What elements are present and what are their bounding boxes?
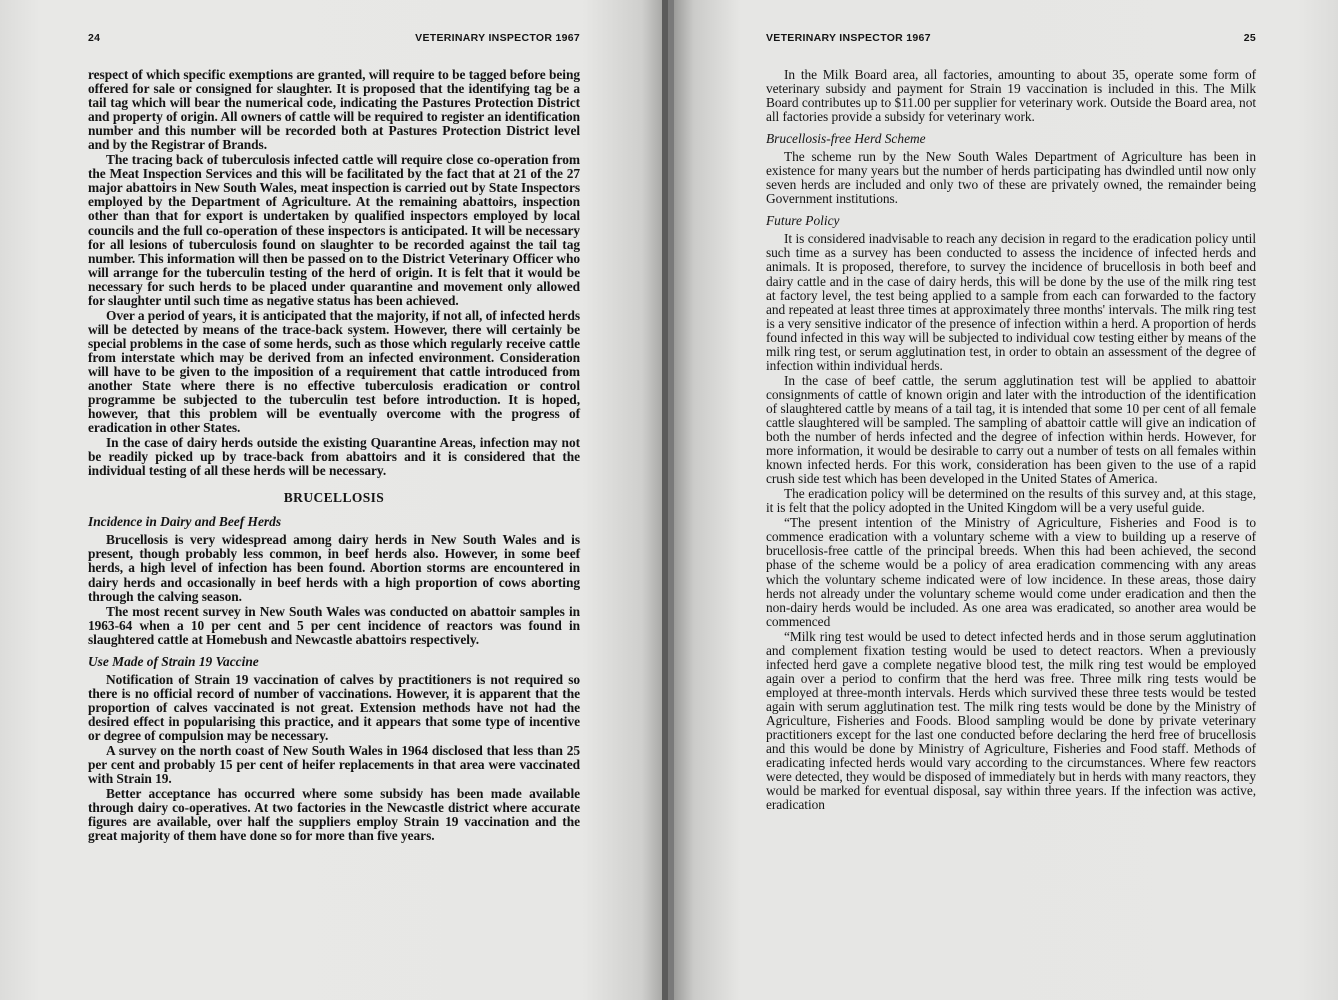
right-running-head: [766, 32, 1256, 46]
left-running-title: VETERINARY INSPECTOR 1967: [415, 32, 581, 44]
paragraph: Better acceptance has occurred where some subsidy has been made available through dairy co-operatives. At two factories in the Newcastle district where accurate figures are available, over half the suppliers employ Strain 19 vaccination and the great majority of them have done so for more than five years.: [88, 786, 581, 844]
paragraph: Over a period of years, it is anticipated that the majority, if not all, of infected herds will be detected by means of the trace-back system. However, there will certainly be special problems in the case of some herds, such as those which regularly receive cattle from interstate which may be derived from an infected environment. Consideration will have to be given to the imposition of a requirement that cattle introduced from another State where there is no effective tuberculosis eradication or control programme be subjected to the tuberculin test before introduction. It is hoped, however, that this problem will be eventually overcome with the progress of eradication in other States.: [88, 307, 581, 436]
subsection-heading: Future Policy: [765, 213, 840, 229]
right-page-number: 25: [1243, 32, 1257, 44]
right-running-title: VETERINARY INSPECTOR 1967: [765, 32, 931, 44]
paragraph: The tracing back of tuberculosis infected cattle will require close co-operation from the Meat Inspection Services and this will be facilitated by the fact that at 21 of the 27 major abattoirs in New South Wales, meat inspection is carried out by State Inspectors employed by the Department of Agriculture. At the remaining abattoirs, inspection other than that for export is undertaken by qualified inspectors employed by local councils and the full co-operation of these inspectors is anticipated. It will be necessary for all lesions of tuberculosis found on slaughter to be recorded against the tail tag number. This information will then be passed on to the District Veterinary Officer who will arrange for the tuberculin testing of the herd of origin. It is felt that it would be necessary for such herds to be placed under quarantine and movement only allowed for slaughter until such time as negative status has been achieved.: [88, 152, 581, 308]
section-heading: BRUCELLOSIS: [283, 490, 385, 506]
paragraph: In the case of beef cattle, the serum agglutination test will be applied to abattoir consignments of cattle of known origin and later with the introduction of the identification of slaughtered cattle by means of a tail tag, it is intended that some 10 per cent of all female cattle slaughtered will be sampled. The sampling of abattoir cattle will give an indication of both the number of herds infected and the degree of infection within herds. However, for more information, it would be desirable to carry out a number of tests on all females within known infected herds. For this work, consideration has been given to the use of a rapid crush side test which has been developed in the United States of America.: [765, 372, 1257, 487]
left-page-body: [88, 68, 580, 843]
paragraph: The most recent survey in New South Wales was conducted on abattoir samples in 1963-64 when a 10 per cent and 5 per cent incidence of reactors was found in slaughtered cattle at Homebush and Newcastle abattoirs respectively.: [88, 603, 581, 647]
paragraph: “The present intention of the Ministry of Agriculture, Fisheries and Food is to commence eradication with a voluntary scheme with a view to building up a reserve of brucellosis-free cattle of the principal breeds. When this had been achieved, the second phase of the scheme would be a policy of area eradication commencing with any areas which the voluntary scheme indicated were of low incidence. In these areas, those dairy herds not already under the voluntary scheme would come under eradication and then the non-dairy herds would be included. As one area was eradicated, so another area would be commenced: [765, 515, 1257, 629]
right-page: [674, 0, 1338, 1000]
left-page: [0, 0, 662, 1000]
paragraph: It is considered inadvisable to reach any decision in regard to the eradication policy until such time as a survey has been conducted to assess the incidence of infected herds and animals. It is proposed, therefore, to survey the incidence of brucellosis in both beef and dairy cattle and in the case of dairy herds, this will be done by the use of the milk ring test at factory level, the test being applied to a sample from each can forwarded to the factory and repeated at least three times at approximately three months' intervals. The milk ring test is a very sensitive indicator of the presence of infection within a herd. A proportion of herds found infected in this way will be subjected to individual cow testing either by means of the milk ring test, or serum agglutination test, in order to obtain an assessment of the degree of infection within individual herds.: [765, 231, 1257, 373]
left-page-number: 24: [88, 32, 101, 44]
gutter: [662, 0, 668, 1000]
right-page-body: [766, 68, 1256, 812]
subsection-heading: Brucellosis-free Herd Scheme: [765, 131, 926, 147]
paragraph: In the Milk Board area, all factories, amounting to about 35, operate some form of veterinary subsidy and payment for Strain 19 vaccination is included in this. The Milk Board contributes up to $11.00 per supplier for veterinary work. Outside the Board area, not all factories provide a subsidy for veterinary work.: [765, 67, 1257, 125]
paragraph: In the case of dairy herds outside the existing Quarantine Areas, infection may not be readily picked up by trace-back from abattoirs and it is considered that the individual testing of all these herds will be necessary.: [88, 435, 581, 479]
paragraph: “Milk ring test would be used to detect infected herds and in those serum agglutination and complement fixation testing would be used to detect reactors. When a previously infected herd gave a complete negative blood test, the milk ring test would be employed again over a period to confirm that the herd was free. Three milk ring tests would be employed at three-month intervals. Herds which survived these three tests would be tested again with serum agglutination test. The milk ring tests would be done by the Ministry of Agriculture, Fisheries and Foods. Blood sampling would be done by private veterinary practitioners except for the last one conducted before declaring the herd free of brucellosis and this would be done by Ministry of Agriculture, Fisheries and Food staff. Methods of eradicating infected herds would vary according to the circumstances. Where few reactors were detected, they would be disposed of immediately but in herds with many reactors, they would be marked for eventual disposal, say within three years. If the infection was active, eradication: [765, 628, 1257, 813]
paragraph: The eradication policy will be determined on the results of this survey and, at this stage, it is felt that the policy adopted in the United Kingdom will be a very useful guide.: [765, 486, 1257, 516]
paragraph: A survey on the north coast of New South Wales in 1964 disclosed that less than 25 per cent and probably 15 per cent of heifer replacements in that area were vaccinated with Strain 19.: [88, 742, 581, 787]
paragraph: Brucellosis is very widespread among dairy herds in New South Wales and is present, though probably less common, in beef herds also. However, in some beef herds, a high level of infection has been found. Abortion storms are encountered in dairy herds and occasionally in beef herds with a high proportion of cows aborting through the calving season.: [88, 532, 581, 604]
subsection-heading: Use Made of Strain 19 Vaccine: [88, 653, 259, 669]
left-running-head: [88, 32, 580, 46]
paragraph: respect of which specific exemptions are granted, will require to be tagged before being offered for sale or consigned for slaughter. It is proposed that the identifying tag be a tail tag which will bear the numerical code, indicating the Pastures Protection District and property of origin. All owners of cattle will be required to register an identification number and this number will be recorded both at Pastures Protection District level and by the Registrar of Brands.: [88, 67, 581, 153]
paragraph: Notification of Strain 19 vaccination of calves by practitioners is not required so there is no official record of number of vaccinations. However, it is apparent that the proportion of calves vaccinated is not great. Extension methods have not had the desired effect in popularising this practice, and it appears that some type of incentive or degree of compulsion may be necessary.: [88, 671, 581, 743]
subsection-heading: Incidence in Dairy and Beef Herds: [88, 514, 282, 530]
paragraph: The scheme run by the New South Wales Department of Agriculture has been in existence for many years but the number of herds participating has dwindled until now only seven herds are included and only two of these are privately owned, the remainder being Government institutions.: [765, 149, 1257, 207]
